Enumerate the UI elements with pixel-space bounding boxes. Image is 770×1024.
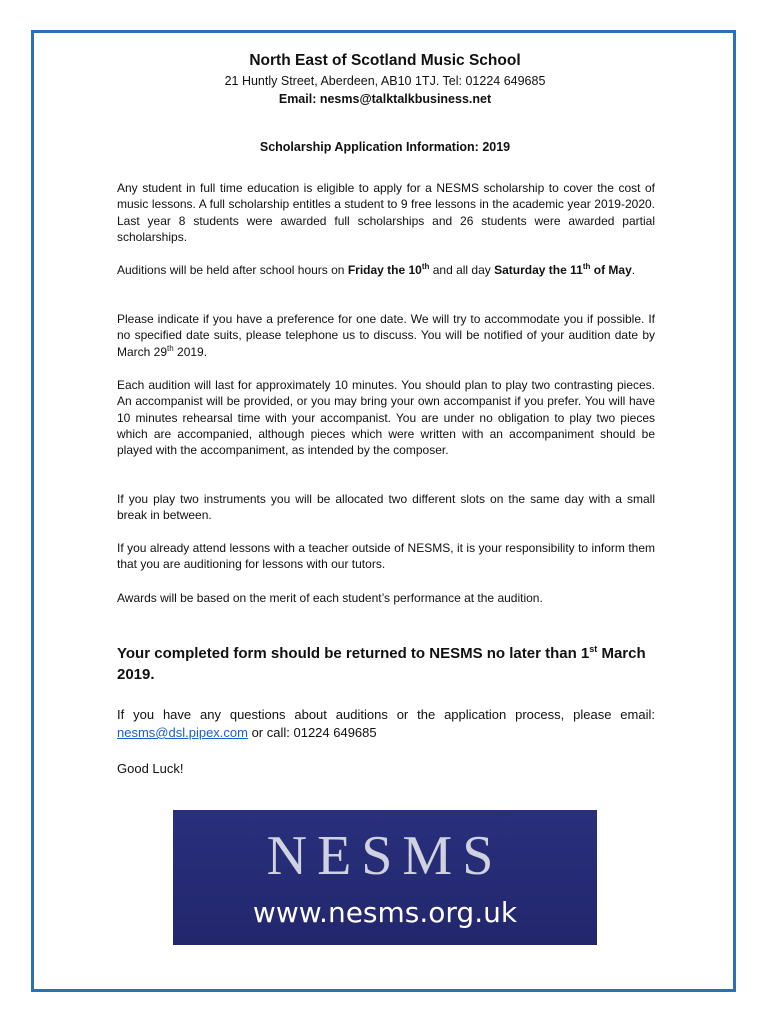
- audition-day-2: Saturday the 11th of May: [494, 262, 632, 277]
- school-email: Email: nesms@talktalkbusiness.net: [278, 92, 492, 106]
- auditions-paragraph: Auditions will be held after school hours on Friday the 10th and all day Saturday the 11th of May.: [117, 262, 636, 277]
- duration-paragraph: Each audition will last for approximately 10 minutes. You should plan to play two contrasting pieces. An accompanist will be provided, or you may bring your own accompanist if you prefer. You will have 10 minutes rehearsal time with your accompanist. You are under no obligation to play two pieces which are accompanied, although pieces which were written with an accompaniment should be played with the accompaniment, as intended by the composer.: [117, 378, 655, 458]
- banner-logo-title: NESMS: [266, 825, 504, 887]
- sign-off: Good Luck!: [117, 761, 184, 776]
- banner-website-url[interactable]: www.nesms.org.uk: [252, 896, 518, 929]
- contact-email-link[interactable]: nesms@dsl.pipex.com: [117, 725, 248, 740]
- contact-paragraph: If you have any questions about auditions or the application process, please email: nesms@dsl.pipex.com or call: 01224 649685: [117, 707, 655, 740]
- outside-teacher-paragraph: If you already attend lessons with a teacher outside of NESMS, it is your responsibility to inform them that you are auditioning for lessons with our tutors.: [117, 541, 655, 572]
- nesms-banner: [173, 810, 597, 945]
- document-title: Scholarship Application Information: 2019: [259, 140, 511, 154]
- awards-paragraph: Awards will be based on the merit of each student’s performance at the audition.: [117, 591, 543, 605]
- preference-paragraph: Please indicate if you have a preference for one date. We will try to accommodate you if possible. If no specified date suits, please telephone us to discuss. You will be notified of your audition date by March 29th 2019.: [117, 312, 655, 359]
- two-instruments-paragraph: If you play two instruments you will be allocated two different slots on the same day with a small break in between.: [117, 492, 655, 523]
- deadline-notice: Your completed form should be returned to NESMS no later than 1st March 2019.: [117, 644, 646, 683]
- intro-paragraph: Any student in full time education is eligible to apply for a NESMS scholarship to cover the cost of music lessons. A full scholarship entitles a student to 9 free lessons in the academic year 2019-2020. Last year 8 students were awarded full scholarships and 26 students were awarded partial scholarships.: [117, 181, 655, 244]
- school-address: 21 Huntly Street, Aberdeen, AB10 1TJ. Tel: 01224 649685: [224, 74, 546, 88]
- school-name: North East of Scotland Music School: [249, 52, 521, 69]
- audition-day-1: Friday the 10th: [347, 262, 430, 277]
